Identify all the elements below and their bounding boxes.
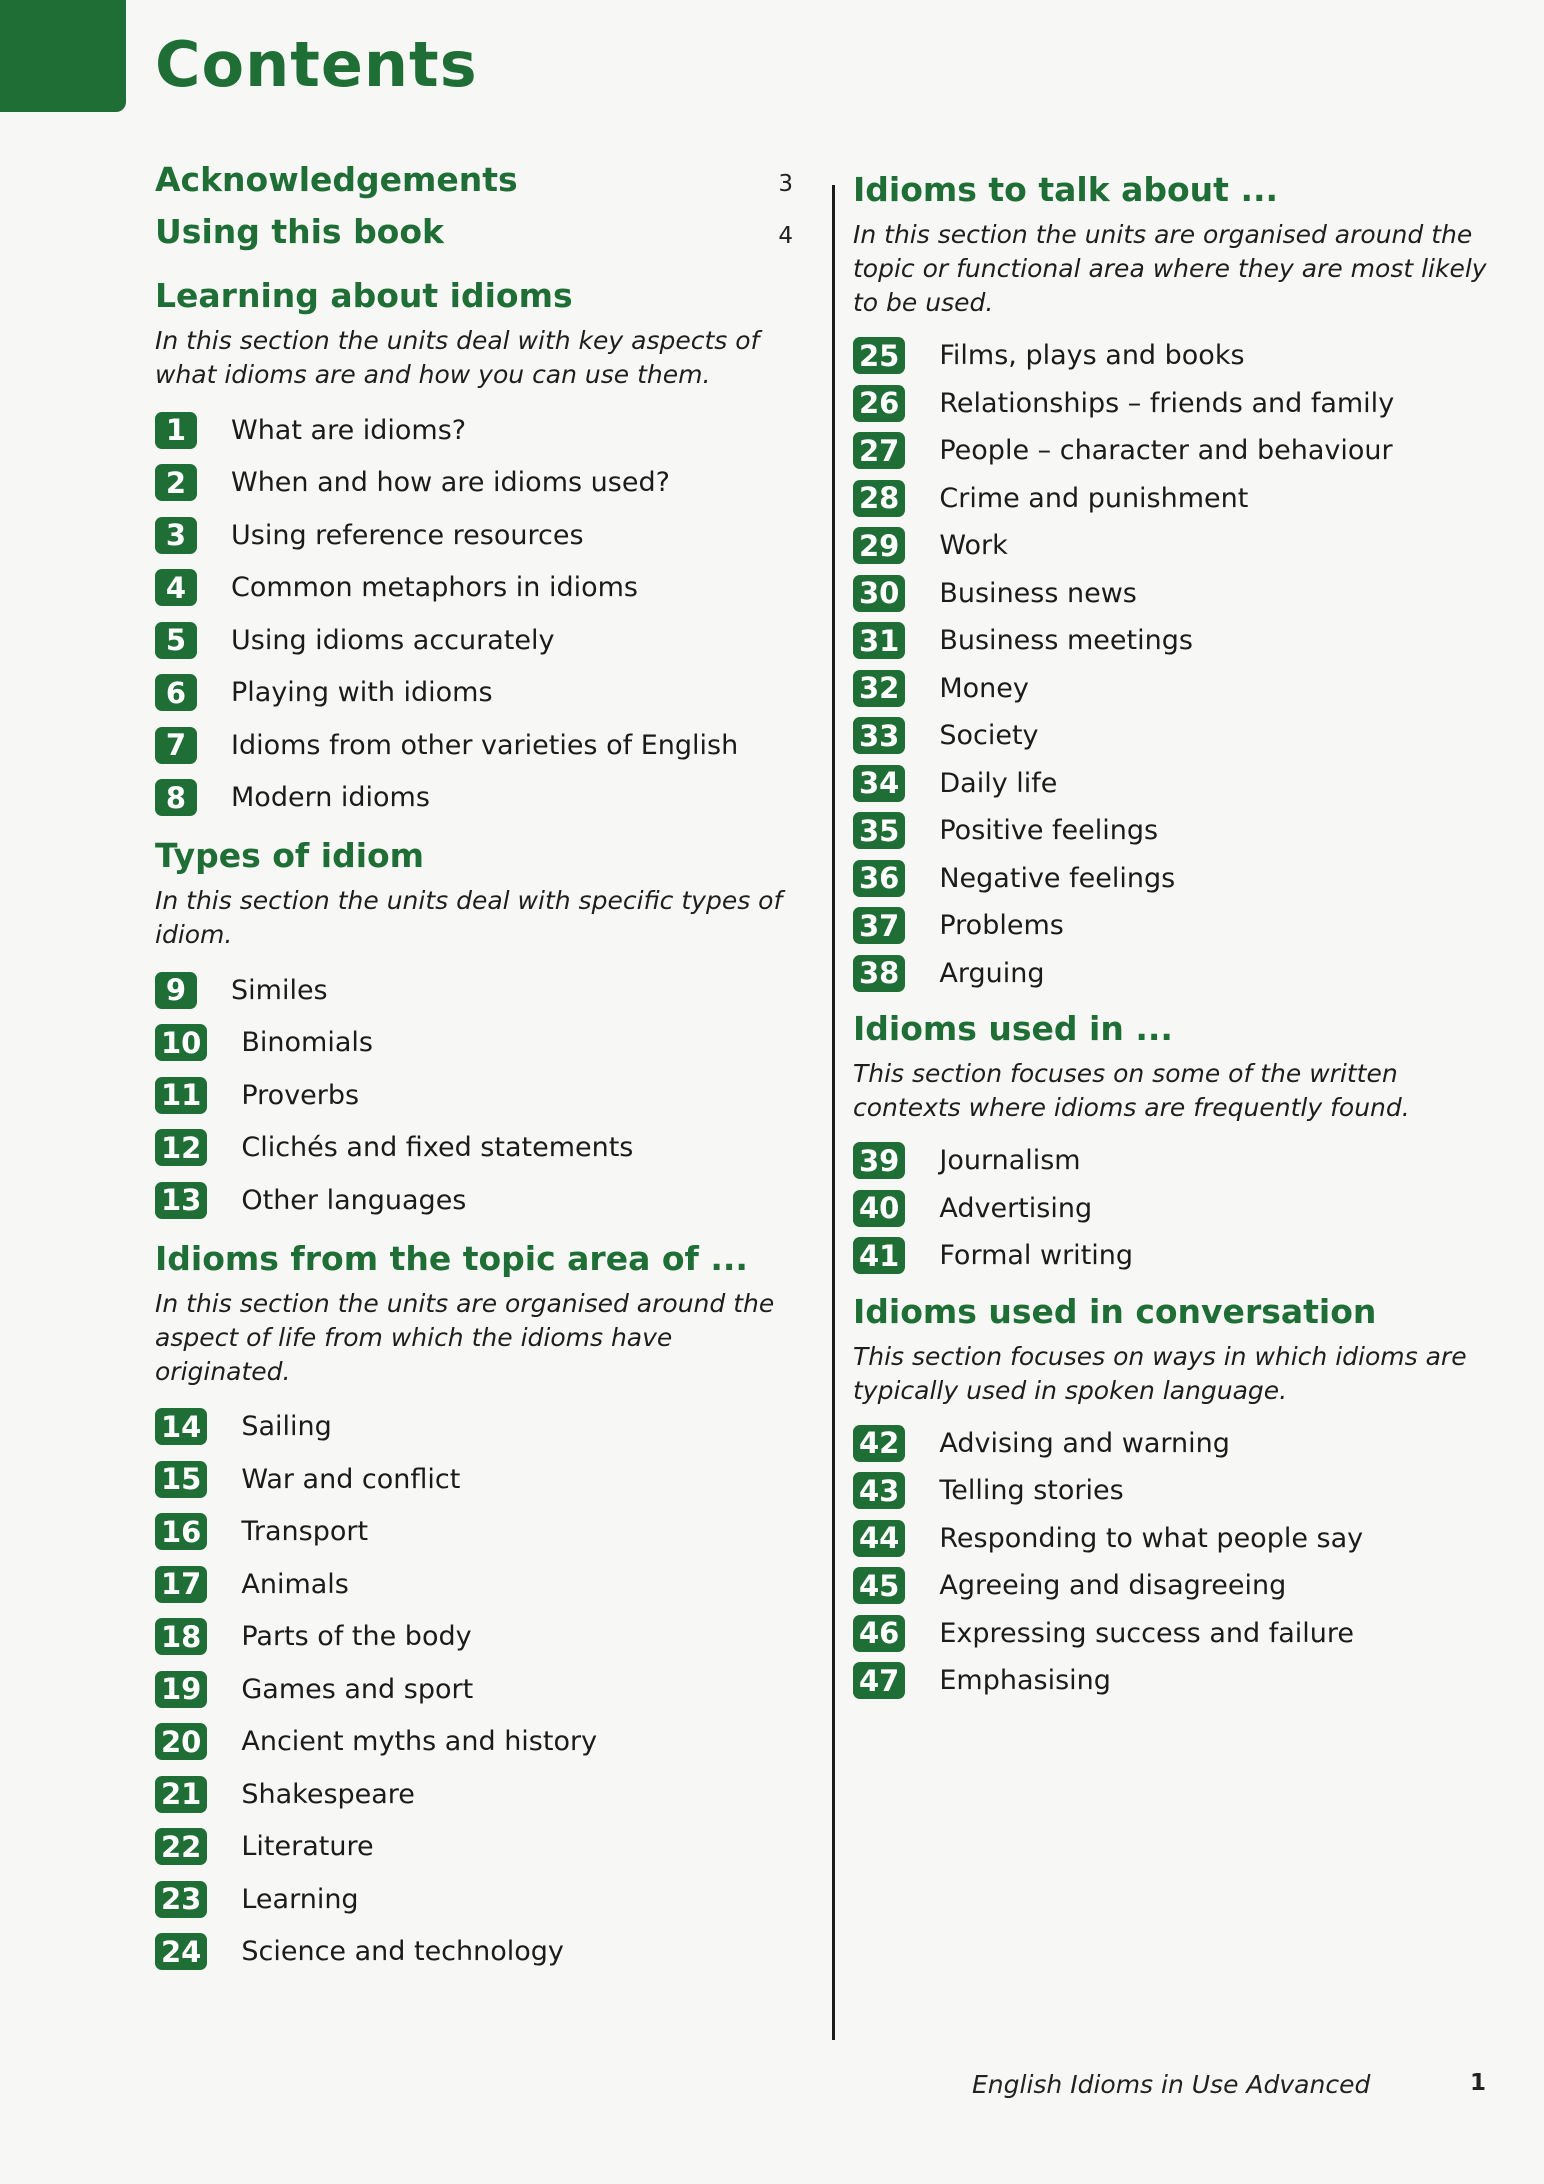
unit-number-badge: 32 — [853, 670, 905, 707]
unit-title: Positive feelings — [939, 815, 1159, 847]
unit-item[interactable] — [155, 1017, 795, 1070]
unit-title: Films, plays and books — [939, 340, 1245, 372]
unit-number-badge: 46 — [853, 1615, 905, 1652]
unit-item[interactable] — [853, 617, 1493, 665]
unit-item[interactable] — [853, 1232, 1493, 1280]
unit-item[interactable] — [853, 1185, 1493, 1233]
unit-title: Agreeing and disagreeing — [939, 1570, 1287, 1602]
right-column — [853, 170, 1493, 1705]
unit-title: What are idioms? — [231, 414, 467, 446]
header-tab — [0, 0, 126, 112]
unit-item[interactable] — [853, 902, 1493, 950]
unit-title: Games and sport — [241, 1673, 474, 1705]
unit-item[interactable] — [853, 380, 1493, 428]
left-column — [155, 160, 795, 1978]
unit-item[interactable] — [155, 772, 795, 825]
section-description: In this section the units deal with key aspects of what idioms are and how you can use them. — [155, 326, 760, 389]
unit-item[interactable] — [155, 457, 795, 510]
unit-number-badge: 44 — [853, 1520, 905, 1557]
unit-title: People – character and behaviour — [939, 435, 1393, 467]
unit-item[interactable] — [853, 1420, 1493, 1468]
footer-book-title: English Idioms in Use Advanced — [972, 2070, 1371, 2099]
unit-title: Literature — [241, 1831, 374, 1863]
unit-title: Shakespeare — [241, 1778, 415, 1810]
unit-item[interactable] — [853, 1515, 1493, 1563]
unit-number-badge: 6 — [155, 674, 197, 711]
unit-number-badge: 15 — [155, 1461, 207, 1498]
unit-number-badge: 37 — [853, 907, 905, 944]
unit-title: Animals — [241, 1568, 349, 1600]
unit-title: Parts of the body — [241, 1621, 472, 1653]
unit-number-badge: 33 — [853, 717, 905, 754]
unit-title: Telling stories — [939, 1475, 1124, 1507]
unit-item[interactable] — [853, 665, 1493, 713]
unit-item[interactable] — [155, 1768, 795, 1821]
unit-number-badge: 40 — [853, 1190, 905, 1227]
unit-number-badge: 18 — [155, 1618, 207, 1655]
unit-title: Emphasising — [939, 1665, 1111, 1697]
unit-number-badge: 47 — [853, 1662, 905, 1699]
unit-title: Learning — [241, 1883, 359, 1915]
unit-item[interactable] — [155, 404, 795, 457]
unit-number-badge: 14 — [155, 1408, 207, 1445]
unit-number-badge: 9 — [155, 972, 197, 1009]
unit-number-badge: 17 — [155, 1566, 207, 1603]
section-description: This section focuses on ways in which idioms are typically used in spoken language. — [853, 1341, 1467, 1405]
unit-number-badge: 23 — [155, 1881, 207, 1918]
unit-item[interactable] — [155, 1506, 795, 1559]
front-matter-title: Acknowledgements — [155, 160, 518, 199]
unit-number-badge: 41 — [853, 1237, 905, 1274]
unit-number-badge: 2 — [155, 464, 197, 501]
unit-item[interactable] — [853, 1467, 1493, 1515]
right-sections — [853, 170, 1493, 1705]
unit-item[interactable] — [853, 427, 1493, 475]
front-matter-item[interactable] — [155, 160, 795, 212]
unit-number-badge: 4 — [155, 569, 197, 606]
unit-title: Journalism — [939, 1145, 1081, 1177]
unit-item[interactable] — [155, 509, 795, 562]
unit-title: Transport — [241, 1516, 369, 1548]
unit-item[interactable] — [853, 522, 1493, 570]
unit-title: Relationships – friends and family — [939, 387, 1395, 419]
unit-item[interactable] — [155, 1873, 795, 1926]
section-heading: Idioms to talk about ... — [853, 170, 1279, 209]
unit-number-badge: 12 — [155, 1129, 207, 1166]
unit-title: Work — [939, 530, 1008, 562]
unit-item[interactable] — [853, 807, 1493, 855]
unit-item[interactable] — [853, 475, 1493, 523]
unit-item[interactable] — [155, 1069, 795, 1122]
unit-item[interactable] — [155, 1122, 795, 1175]
unit-item[interactable] — [155, 667, 795, 720]
unit-title: Using reference resources — [231, 519, 584, 551]
section-heading: Idioms used in ... — [853, 1009, 1173, 1048]
unit-number-badge: 25 — [853, 337, 905, 374]
unit-item[interactable] — [155, 1663, 795, 1716]
unit-number-badge: 19 — [155, 1671, 207, 1708]
unit-item[interactable] — [853, 1137, 1493, 1185]
unit-item[interactable] — [853, 570, 1493, 618]
unit-item[interactable] — [155, 1174, 795, 1227]
unit-item[interactable] — [155, 1558, 795, 1611]
unit-item[interactable] — [853, 1657, 1493, 1705]
unit-item[interactable] — [155, 614, 795, 667]
section-description: This section focuses on some of the written contexts where idioms are frequently found. — [853, 1059, 1410, 1122]
unit-number-badge: 38 — [853, 955, 905, 992]
unit-number-badge: 22 — [155, 1828, 207, 1865]
unit-number-badge: 31 — [853, 622, 905, 659]
unit-title: Crime and punishment — [939, 482, 1249, 514]
unit-item[interactable] — [155, 1716, 795, 1769]
unit-item[interactable] — [853, 855, 1493, 903]
unit-title: Similes — [231, 974, 328, 1006]
unit-item[interactable] — [155, 964, 795, 1017]
unit-item[interactable] — [155, 1401, 795, 1454]
unit-title: Money — [939, 672, 1029, 704]
unit-title: Business news — [939, 577, 1137, 609]
unit-number-badge: 13 — [155, 1182, 207, 1219]
unit-item[interactable] — [853, 1610, 1493, 1658]
unit-title: Other languages — [241, 1184, 467, 1216]
unit-title: Negative feelings — [939, 862, 1176, 894]
unit-title: When and how are idioms used? — [231, 467, 670, 499]
unit-number-badge: 24 — [155, 1933, 207, 1970]
unit-number-badge: 3 — [155, 517, 197, 554]
unit-item[interactable] — [853, 1562, 1493, 1610]
unit-number-badge: 27 — [853, 432, 905, 469]
unit-title: Problems — [939, 910, 1064, 942]
unit-number-badge: 20 — [155, 1723, 207, 1760]
unit-item[interactable] — [155, 1821, 795, 1874]
unit-title: Using idioms accurately — [231, 624, 555, 656]
unit-title: Expressing success and failure — [939, 1617, 1354, 1649]
unit-title: Advertising — [939, 1192, 1093, 1224]
unit-title: Idioms from other varieties of English — [231, 729, 739, 761]
unit-number-badge: 36 — [853, 860, 905, 897]
unit-title: Ancient myths and history — [241, 1726, 598, 1758]
unit-title: War and conflict — [241, 1463, 461, 1495]
unit-item[interactable] — [853, 950, 1493, 998]
unit-item[interactable] — [155, 562, 795, 615]
section-description: In this section the units are organised around the topic or functional area where they are most likely to be used. — [853, 220, 1487, 317]
unit-title: Modern idioms — [231, 782, 430, 814]
column-divider — [832, 185, 835, 2040]
unit-title: Society — [939, 720, 1039, 752]
unit-item[interactable] — [155, 719, 795, 772]
section-heading: Learning about idioms — [155, 276, 573, 315]
front-matter-title: Using this book — [155, 212, 444, 251]
unit-number-badge: 16 — [155, 1513, 207, 1550]
front-matter-page: 3 — [778, 171, 793, 197]
unit-title: Common metaphors in idioms — [231, 572, 638, 604]
unit-number-badge: 43 — [853, 1472, 905, 1509]
unit-number-badge: 1 — [155, 412, 197, 449]
unit-title: Formal writing — [939, 1240, 1134, 1272]
section-heading: Idioms from the topic area of ... — [155, 1238, 748, 1278]
front-matter-item[interactable] — [155, 212, 795, 264]
unit-number-badge: 29 — [853, 527, 905, 564]
unit-number-badge: 7 — [155, 727, 197, 764]
footer-page-number: 1 — [1470, 2070, 1487, 2096]
unit-item[interactable] — [155, 1611, 795, 1664]
unit-number-badge: 34 — [853, 765, 905, 802]
unit-title: Business meetings — [939, 625, 1193, 657]
unit-title: Sailing — [241, 1411, 332, 1443]
unit-number-badge: 45 — [853, 1567, 905, 1604]
unit-number-badge: 42 — [853, 1425, 905, 1462]
front-matter-page: 4 — [778, 223, 793, 249]
section-description: In this section the units deal with specific types of idiom. — [155, 886, 783, 949]
unit-number-badge: 5 — [155, 622, 197, 659]
unit-title: Daily life — [939, 767, 1058, 799]
unit-number-badge: 21 — [155, 1776, 207, 1813]
unit-title: Science and technology — [241, 1936, 564, 1968]
section-heading: Types of idiom — [155, 836, 425, 875]
unit-number-badge: 28 — [853, 480, 905, 517]
page-title: Contents — [155, 28, 478, 101]
unit-title: Arguing — [939, 957, 1045, 989]
unit-number-badge: 35 — [853, 812, 905, 849]
unit-item[interactable] — [155, 1926, 795, 1979]
unit-item[interactable] — [155, 1453, 795, 1506]
unit-item[interactable] — [853, 760, 1493, 808]
section-description: In this section the units are organised around the aspect of life from which the idioms have originated. — [155, 1288, 775, 1386]
unit-item[interactable] — [853, 332, 1493, 380]
unit-number-badge: 10 — [155, 1024, 207, 1061]
unit-title: Clichés and fixed statements — [241, 1132, 634, 1164]
section-heading: Idioms used in conversation — [853, 1291, 1377, 1331]
left-sections — [155, 276, 795, 1978]
unit-number-badge: 8 — [155, 779, 197, 816]
unit-number-badge: 11 — [155, 1077, 207, 1114]
unit-number-badge: 39 — [853, 1142, 905, 1179]
unit-number-badge: 30 — [853, 575, 905, 612]
unit-number-badge: 26 — [853, 385, 905, 422]
unit-title: Playing with idioms — [231, 677, 493, 709]
unit-title: Responding to what people say — [939, 1522, 1364, 1554]
unit-title: Proverbs — [241, 1079, 360, 1111]
unit-title: Advising and warning — [939, 1427, 1230, 1459]
unit-title: Binomials — [241, 1027, 373, 1059]
unit-item[interactable] — [853, 712, 1493, 760]
